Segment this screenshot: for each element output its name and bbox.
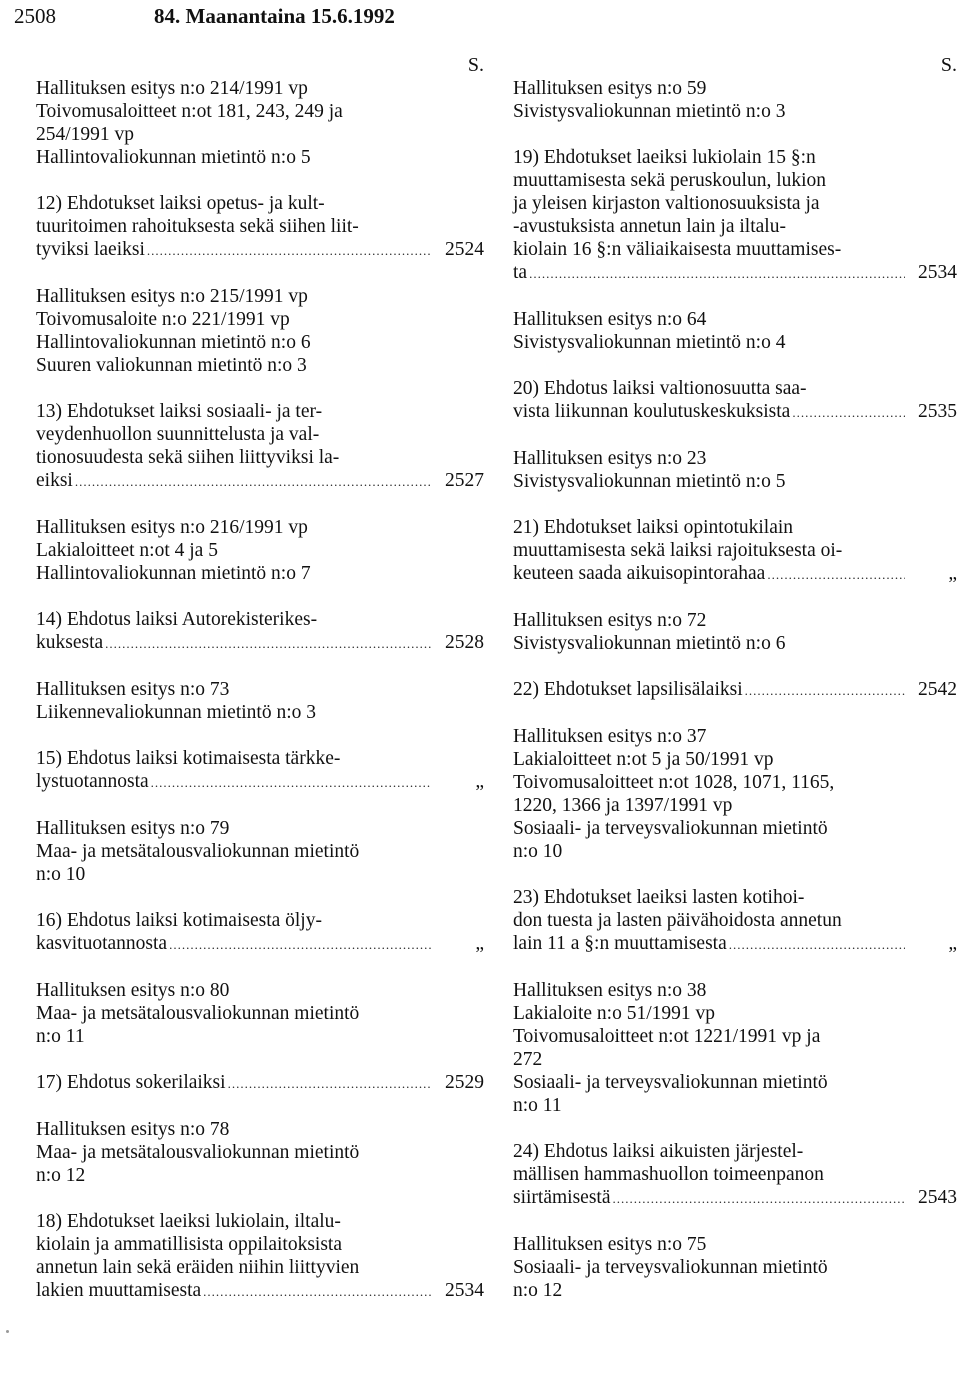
- reference-line: 272: [513, 1049, 543, 1070]
- agenda-item-line: muuttamisesta sekä laiksi rajoituksesta oi-: [513, 540, 843, 561]
- left-column: [36, 54, 484, 1303]
- page-reference: 2534: [445, 1280, 484, 1301]
- reference-block: [513, 308, 957, 354]
- dot-leader: [792, 401, 905, 424]
- spacer: [36, 169, 484, 192]
- spacer: [36, 956, 484, 979]
- reference-line: n:o 10: [36, 864, 86, 885]
- spacer: [36, 794, 484, 817]
- dot-leader: [529, 262, 905, 285]
- agenda-item-last-line: [36, 469, 484, 493]
- reference-line: Hallituksen esitys n:o 73: [36, 679, 230, 700]
- agenda-item-line: kuksesta: [36, 632, 104, 653]
- agenda-item-line: vista liikunnan koulutuskeskuksista: [513, 401, 791, 422]
- reference-line: Hallituksen esitys n:o 216/1991 vp: [36, 517, 308, 538]
- agenda-item-last-line: [513, 261, 957, 285]
- reference-block: [513, 1233, 957, 1302]
- reference-line: 254/1991 vp: [36, 124, 135, 145]
- spacer: [513, 702, 957, 725]
- reference-block: [513, 447, 957, 493]
- spacer: [513, 1117, 957, 1140]
- spacer: [36, 1048, 484, 1071]
- reference-line: n:o 11: [36, 1026, 85, 1047]
- agenda-item-line: kasvituotannosta: [36, 933, 168, 954]
- agenda-item-text: [513, 146, 957, 261]
- reference-line: Liikennevaliokunnan mietintö n:o 3: [36, 702, 316, 723]
- dot-leader: [612, 1187, 905, 1210]
- agenda-item-text: [36, 192, 484, 238]
- reference-block: [513, 979, 957, 1117]
- agenda-item: [513, 678, 957, 702]
- agenda-item-text: [36, 608, 484, 631]
- agenda-item-text: [36, 400, 484, 469]
- reference-line: Hallituksen esitys n:o 79: [36, 818, 230, 839]
- spacer: [36, 724, 484, 747]
- reference-line: Lakialoitteet n:ot 5 ja 50/1991 vp: [513, 749, 774, 770]
- dot-leader: [745, 679, 905, 702]
- agenda-item-line: 23) Ehdotukset laeiksi lasten kotihoi-: [513, 887, 805, 908]
- agenda-item-line: tyviksi laeiksi: [36, 239, 145, 260]
- reference-line: Maa- ja metsätalousvaliokunnan mietintö: [36, 841, 360, 862]
- session-title: 84. Maanantaina 15.6.1992: [154, 4, 395, 28]
- agenda-item-line: eiksi: [36, 470, 73, 491]
- agenda-item-line: tuuritoimen rahoituksesta sekä siihen liit-: [36, 216, 359, 237]
- page-column-label: S.: [940, 54, 957, 76]
- agenda-item-line: kiolain ja ammatillisista oppilaitoksista: [36, 1234, 343, 1255]
- spacer: [513, 424, 957, 447]
- reference-line: Hallituksen esitys n:o 64: [513, 309, 707, 330]
- reference-line: n:o 12: [513, 1280, 563, 1301]
- agenda-item-last-line: [36, 238, 484, 262]
- spacer: [36, 655, 484, 678]
- agenda-item: [513, 146, 957, 285]
- agenda-item: [36, 909, 484, 956]
- agenda-item: [513, 377, 957, 424]
- agenda-item-line: don tuesta ja lasten päivähoidosta annetun: [513, 910, 842, 931]
- spacer: [513, 493, 957, 516]
- agenda-item: [513, 516, 957, 586]
- reference-line: n:o 12: [36, 1165, 86, 1186]
- page-reference: 2534: [918, 262, 957, 283]
- reference-line: Suuren valiokunnan mietintö n:o 3: [36, 355, 307, 376]
- agenda-item-text: [36, 909, 484, 932]
- agenda-item-line: tionosuudesta sekä siihen liittyviksi la-: [36, 447, 340, 468]
- dot-leader: [151, 771, 432, 794]
- agenda-item: [513, 1140, 957, 1210]
- reference-line: Hallituksen esitys n:o 59: [513, 78, 707, 99]
- agenda-item-text: [513, 377, 957, 400]
- reference-line: Sosiaali- ja terveysvaliokunnan mietintö: [513, 818, 828, 839]
- reference-line: n:o 11: [513, 1095, 562, 1116]
- agenda-item-line: siirtämisestä: [513, 1187, 611, 1208]
- spacer: [36, 886, 484, 909]
- dot-leader: [228, 1072, 432, 1095]
- agenda-item-last-line: [36, 1071, 484, 1095]
- agenda-item-line: 15) Ehdotus laiksi kotimaisesta tärkke-: [36, 748, 341, 769]
- dot-leader: [203, 1280, 432, 1303]
- spacer: [513, 863, 957, 886]
- agenda-item-last-line: [36, 631, 484, 655]
- agenda-item-line: 19) Ehdotukset laeiksi lukiolain 15 §:n: [513, 147, 816, 168]
- reference-line: Sosiaali- ja terveysvaliokunnan mietintö: [513, 1257, 828, 1278]
- agenda-item-line: 13) Ehdotukset laiksi sosiaali- ja ter-: [36, 401, 323, 422]
- page-reference: 2527: [445, 470, 484, 491]
- agenda-item-text: [513, 516, 957, 562]
- spacer: [513, 956, 957, 979]
- agenda-item-last-line: [513, 562, 957, 586]
- page-column-label: S.: [467, 54, 484, 76]
- agenda-item-last-line: [513, 400, 957, 424]
- agenda-item-text: [513, 886, 957, 932]
- agenda-item-line: mällisen hammashuollon toimeenpanon: [513, 1164, 824, 1185]
- reference-line: Hallituksen esitys n:o 80: [36, 980, 230, 1001]
- spacer: [36, 1187, 484, 1210]
- page-number: 2508: [14, 4, 56, 28]
- reference-line: Maa- ja metsätalousvaliokunnan mietintö: [36, 1142, 360, 1163]
- agenda-item-line: lain 11 a §:n muuttamisesta: [513, 933, 727, 954]
- agenda-item-line: ta: [513, 262, 528, 283]
- agenda-item-line: 21) Ehdotukset laiksi opintotukilain: [513, 517, 794, 538]
- reference-line: Sosiaali- ja terveysvaliokunnan mietintö: [513, 1072, 828, 1093]
- agenda-item-line: 22) Ehdotukset lapsilisälaiksi: [513, 679, 743, 700]
- reference-line: Hallituksen esitys n:o 23: [513, 448, 707, 469]
- agenda-item-line: 18) Ehdotukset laeiksi lukiolain, iltalu-: [36, 1211, 341, 1232]
- dot-leader: [105, 632, 432, 655]
- page-reference: „: [948, 933, 957, 954]
- agenda-item-line: 17) Ehdotus sokerilaiksi: [36, 1072, 226, 1093]
- agenda-item: [513, 886, 957, 956]
- reference-line: Toivomusaloite n:o 221/1991 vp: [36, 309, 290, 330]
- reference-block: [513, 77, 957, 123]
- spacer: [36, 1095, 484, 1118]
- agenda-item-text: [513, 1140, 957, 1186]
- page-reference: „: [475, 771, 484, 792]
- reference-block: [36, 1118, 484, 1187]
- agenda-item-line: 20) Ehdotus laiksi valtionosuutta saa-: [513, 378, 807, 399]
- spacer: [513, 354, 957, 377]
- agenda-item-line: lystuotannosta: [36, 771, 149, 792]
- reference-line: Hallituksen esitys n:o 78: [36, 1119, 230, 1140]
- page-reference: 2543: [918, 1187, 957, 1208]
- agenda-item-line: kiolain 16 §:n väliaikaisesta muuttamises-: [513, 239, 842, 260]
- reference-line: Lakialoitteet n:ot 4 ja 5: [36, 540, 218, 561]
- page-reference: „: [475, 933, 484, 954]
- agenda-item-line: ja yleisen kirjaston valtionosuuksista ja: [513, 193, 820, 214]
- agenda-item-line: lakien muuttamisesta: [36, 1280, 202, 1301]
- reference-line: Hallituksen esitys n:o 214/1991 vp: [36, 78, 308, 99]
- reference-line: Toivomusaloitteet n:ot 1221/1991 vp ja: [513, 1026, 821, 1047]
- reference-line: Hallituksen esitys n:o 75: [513, 1234, 707, 1255]
- reference-line: Hallintovaliokunnan mietintö n:o 6: [36, 332, 311, 353]
- agenda-item-line: 12) Ehdotukset laiksi opetus- ja kult-: [36, 193, 325, 214]
- agenda-item-last-line: [513, 678, 957, 702]
- dot-leader: [75, 470, 432, 493]
- reference-line: Lakialoite n:o 51/1991 vp: [513, 1003, 716, 1024]
- reference-line: n:o 10: [513, 841, 563, 862]
- agenda-item-text: [36, 1210, 484, 1279]
- spacer: [36, 585, 484, 608]
- reference-line: Sivistysvaliokunnan mietintö n:o 3: [513, 101, 786, 122]
- dot-leader: [147, 239, 432, 262]
- agenda-item-line: muuttamisesta sekä peruskoulun, lukion: [513, 170, 827, 191]
- reference-block: [36, 516, 484, 585]
- page-reference: 2524: [445, 239, 484, 260]
- spacer: [513, 655, 957, 678]
- right-column: [513, 54, 957, 1302]
- reference-line: Hallituksen esitys n:o 72: [513, 610, 707, 631]
- agenda-item: [36, 1071, 484, 1095]
- reference-line: Hallituksen esitys n:o 215/1991 vp: [36, 286, 308, 307]
- reference-line: Toivomusaloitteet n:ot 1028, 1071, 1165,: [513, 772, 835, 793]
- dot-leader: [767, 563, 905, 586]
- spacer: [513, 123, 957, 146]
- reference-line: Sivistysvaliokunnan mietintö n:o 4: [513, 332, 786, 353]
- agenda-item-line: 16) Ehdotus laiksi kotimaisesta öljy-: [36, 910, 322, 931]
- reference-line: Toivomusaloitteet n:ot 181, 243, 249 ja: [36, 101, 343, 122]
- spacer: [513, 586, 957, 609]
- agenda-item-last-line: [36, 1279, 484, 1303]
- reference-block: [36, 77, 484, 169]
- reference-block: [36, 678, 484, 724]
- agenda-item-line: keuteen saada aikuisopintorahaa: [513, 563, 766, 584]
- print-speck: [6, 1330, 9, 1333]
- agenda-item-line: veydenhuollon suunnittelusta ja val-: [36, 424, 320, 445]
- page-reference: 2529: [445, 1072, 484, 1093]
- reference-line: 1220, 1366 ja 1397/1991 vp: [513, 795, 733, 816]
- agenda-item-line: annetun lain sekä eräiden niihin liittyvien: [36, 1257, 360, 1278]
- dot-leader: [729, 933, 905, 956]
- reference-block: [36, 979, 484, 1048]
- reference-block: [513, 725, 957, 863]
- spacer: [36, 493, 484, 516]
- agenda-item-line: 24) Ehdotus laiksi aikuisten järjestel-: [513, 1141, 804, 1162]
- spacer: [36, 262, 484, 285]
- spacer: [513, 285, 957, 308]
- agenda-item: [36, 608, 484, 655]
- page-reference: „: [948, 563, 957, 584]
- spacer: [36, 377, 484, 400]
- page-reference: 2535: [918, 401, 957, 422]
- reference-block: [36, 285, 484, 377]
- spacer: [513, 1210, 957, 1233]
- reference-line: Hallituksen esitys n:o 38: [513, 980, 707, 1001]
- reference-line: Hallituksen esitys n:o 37: [513, 726, 707, 747]
- page-header: [14, 2, 946, 36]
- agenda-item-last-line: [36, 932, 484, 956]
- agenda-item-line: -avustuksista annetun lain ja iltalu-: [513, 216, 786, 237]
- agenda-item-text: [36, 747, 484, 770]
- reference-line: Sivistysvaliokunnan mietintö n:o 5: [513, 471, 786, 492]
- reference-line: Hallintovaliokunnan mietintö n:o 7: [36, 563, 311, 584]
- agenda-item: [36, 1210, 484, 1303]
- reference-line: Hallintovaliokunnan mietintö n:o 5: [36, 147, 311, 168]
- agenda-item-line: 14) Ehdotus laiksi Autorekisterikes-: [36, 609, 318, 630]
- dot-leader: [169, 933, 432, 956]
- agenda-item: [36, 747, 484, 794]
- agenda-item-last-line: [513, 1186, 957, 1210]
- agenda-item: [36, 192, 484, 262]
- page-reference: 2542: [918, 679, 957, 700]
- agenda-item-last-line: [513, 932, 957, 956]
- agenda-item-last-line: [36, 770, 484, 794]
- agenda-item: [36, 400, 484, 493]
- reference-line: Sivistysvaliokunnan mietintö n:o 6: [513, 633, 786, 654]
- reference-block: [513, 609, 957, 655]
- reference-line: Maa- ja metsätalousvaliokunnan mietintö: [36, 1003, 360, 1024]
- page-reference: 2528: [445, 632, 484, 653]
- reference-block: [36, 817, 484, 886]
